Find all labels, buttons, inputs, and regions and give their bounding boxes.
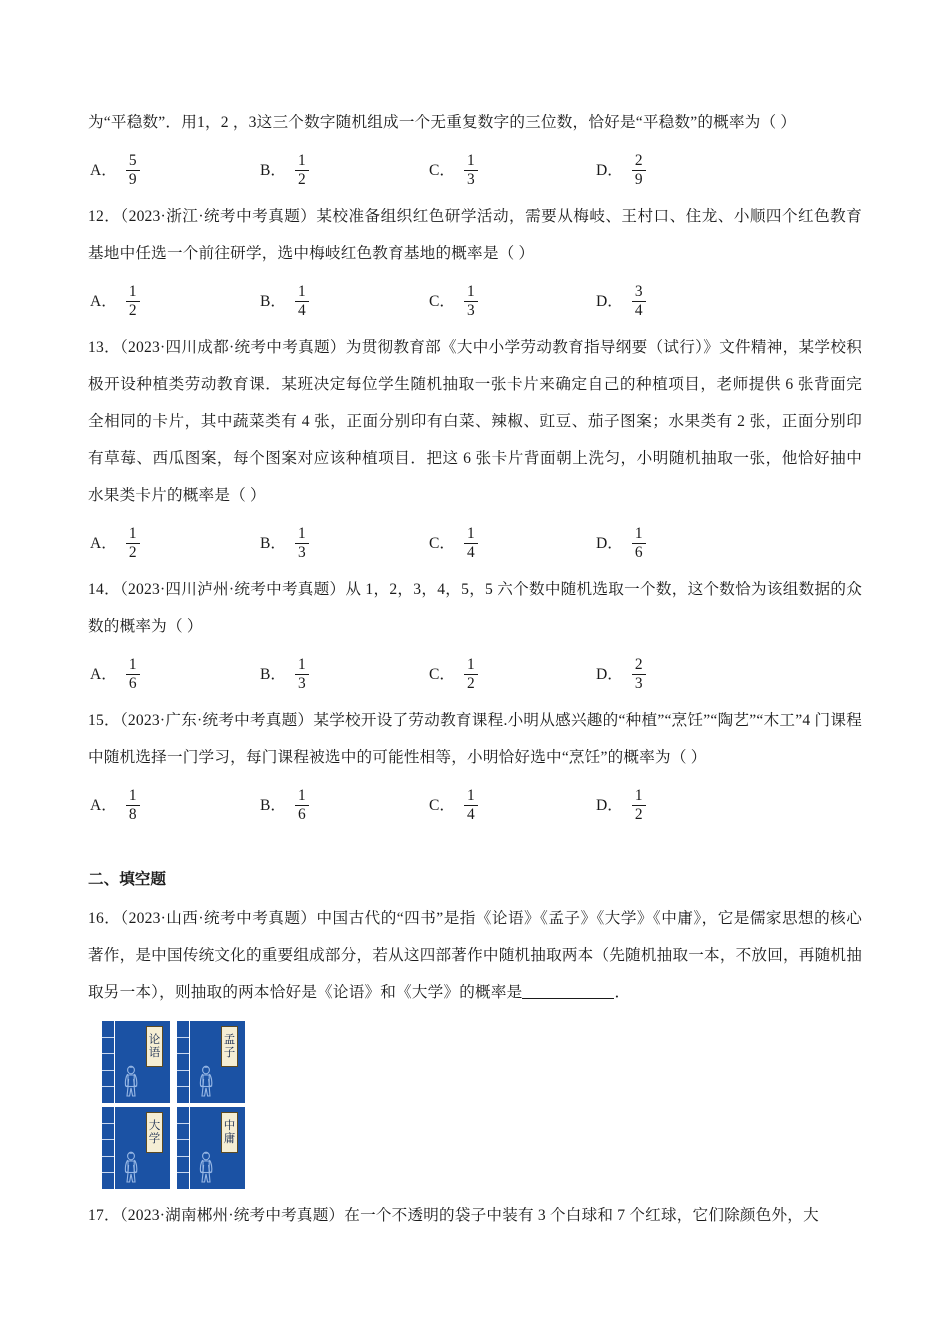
option-a-fraction: [126, 788, 140, 822]
book-title-char-1: 孟: [223, 1033, 236, 1046]
book-title-char-2: 学: [148, 1132, 161, 1145]
option-b-fraction: [295, 788, 309, 822]
question-16-period: ．: [614, 984, 631, 1001]
book-title-char-1: 中: [223, 1119, 236, 1132]
option-a[interactable]: [90, 275, 140, 327]
options-row: [88, 275, 862, 327]
answer-blank[interactable]: [522, 983, 614, 999]
option-c-label: C．: [429, 535, 455, 552]
book-spine: [102, 1107, 115, 1189]
book-cover: [190, 1021, 245, 1103]
fraction-numerator: 1: [634, 524, 643, 542]
book-title-label: [221, 1112, 238, 1153]
option-b[interactable]: [260, 779, 309, 831]
option-a-fraction: [126, 284, 140, 318]
option-b-label: B．: [260, 666, 286, 683]
fraction-numerator: 2: [634, 655, 643, 673]
option-d[interactable]: [596, 779, 646, 831]
fraction-numerator: 1: [298, 655, 306, 673]
fraction-denominator: 4: [632, 301, 646, 319]
book-title-label: [146, 1026, 163, 1067]
fraction-denominator: 3: [295, 543, 309, 561]
book-lunyu: [102, 1021, 170, 1103]
option-d[interactable]: [596, 275, 646, 327]
scholar-figure-icon: [120, 1065, 144, 1099]
scholar-figure-icon: [195, 1065, 219, 1099]
option-d-label: D．: [596, 666, 623, 683]
option-c-fraction: [464, 788, 478, 822]
fraction-numerator: 1: [467, 524, 475, 542]
options-row: [88, 779, 862, 831]
fraction-denominator: 9: [126, 170, 140, 188]
book-spine: [177, 1021, 190, 1103]
option-b-fraction: [295, 153, 309, 187]
book-cover: [115, 1021, 170, 1103]
fraction-numerator: 1: [298, 524, 306, 542]
book-title-label: [221, 1026, 238, 1067]
question-text: 17．（2023·湖南郴州·统考中考真题）在一个不透明的袋子中装有 3 个白球和 7 个红球，它们除颜色外，大: [88, 1207, 819, 1224]
question-block-12: [88, 198, 862, 327]
question-block-11-continuation: [88, 104, 862, 196]
option-d-fraction: [632, 284, 646, 318]
option-c[interactable]: [429, 648, 478, 700]
option-b[interactable]: [260, 648, 309, 700]
fraction-denominator: 6: [126, 674, 140, 692]
options-row: [88, 144, 862, 196]
fraction-denominator: 2: [126, 301, 140, 319]
question-text: 13．（2023·四川成都·统考中考真题）为贯彻教育部《大中小学劳动教育指导纲要（试行）》文件精神，某学校积极开设种植类劳动教育课．某班决定每位学生随机抽取一张卡片来确定自己的种植项目，老师提供 6 张背面完全相同的卡片，其中蔬菜类有 4 张，正面分别印有白菜、辣椒、豇豆、茄子图案；水果类有 2 张，正面分别印有草莓、西瓜图案，每个图案对应该种植项目．把这 6 张卡片背面朝上洗匀，小明随机抽取一张，他恰好抽中水果类卡片的概率是（ ）: [88, 339, 862, 504]
option-a-label: A．: [90, 535, 117, 552]
fraction-numerator: 1: [128, 524, 137, 542]
option-a-fraction: [126, 526, 140, 560]
option-b[interactable]: [260, 517, 309, 569]
fraction-numerator: 1: [298, 786, 306, 804]
question-block-14: [88, 571, 862, 700]
option-a[interactable]: [90, 144, 140, 196]
fraction-denominator: 4: [295, 301, 309, 319]
book-title-char-2: 庸: [223, 1132, 236, 1145]
option-d-label: D．: [596, 797, 623, 814]
options-row: [88, 517, 862, 569]
fraction-numerator: 3: [634, 282, 643, 300]
fraction-denominator: 2: [295, 170, 309, 188]
option-d-fraction: [632, 153, 646, 187]
book-title-char-1: 大: [148, 1119, 161, 1132]
fraction-numerator: 1: [128, 655, 137, 673]
option-d-label: D．: [596, 293, 623, 310]
fraction-denominator: 3: [295, 674, 309, 692]
book-spine: [102, 1021, 115, 1103]
book-title-char-1: 论: [148, 1033, 161, 1046]
fraction-denominator: 6: [295, 805, 309, 823]
option-c-label: C．: [429, 666, 455, 683]
fraction-denominator: 4: [464, 543, 478, 561]
option-c-label: C．: [429, 162, 455, 179]
book-cover: [115, 1107, 170, 1189]
option-a[interactable]: [90, 648, 140, 700]
option-c[interactable]: [429, 144, 478, 196]
fraction-denominator: 2: [632, 805, 646, 823]
option-c[interactable]: [429, 517, 478, 569]
option-d[interactable]: [596, 144, 646, 196]
fraction-numerator: 1: [467, 655, 475, 673]
option-c-label: C．: [429, 293, 455, 310]
fraction-denominator: 2: [464, 674, 478, 692]
fraction-denominator: 4: [464, 805, 478, 823]
fraction-numerator: 1: [467, 282, 475, 300]
option-a-label: A．: [90, 666, 117, 683]
question-block-16: [88, 900, 862, 1011]
option-d-fraction: [632, 526, 646, 560]
fraction-denominator: 3: [464, 170, 478, 188]
question-text: 14．（2023·四川泸州·统考中考真题）从 1，2，3，4，5，5 六个数中随机选取一个数，这个数恰为该组数据的众数的概率为（ ）: [88, 581, 862, 635]
book-title-char-2: 子: [223, 1046, 236, 1059]
option-d-label: D．: [596, 535, 623, 552]
option-a-label: A．: [90, 797, 117, 814]
option-d[interactable]: [596, 648, 646, 700]
fraction-numerator: 1: [128, 786, 137, 804]
fraction-denominator: 2: [126, 543, 140, 561]
option-b-label: B．: [260, 535, 286, 552]
section-heading-fill-in-blank: 二、填空题: [88, 871, 166, 888]
option-b-label: B．: [260, 293, 286, 310]
option-b-label: B．: [260, 797, 286, 814]
option-b[interactable]: [260, 275, 309, 327]
option-c-fraction: [464, 153, 478, 187]
fraction-denominator: 6: [632, 543, 646, 561]
page-content: [88, 104, 862, 1234]
fraction-numerator: 1: [467, 151, 475, 169]
fraction-numerator: 1: [634, 786, 643, 804]
scholar-figure-icon: [195, 1151, 219, 1185]
option-b[interactable]: [260, 144, 309, 196]
question-block-15: [88, 702, 862, 831]
option-c-label: C．: [429, 797, 455, 814]
book-title-label: [146, 1112, 163, 1153]
book-title-char-2: 语: [148, 1046, 161, 1059]
question-block-17: [88, 1197, 862, 1234]
option-c-fraction: [464, 526, 478, 560]
fraction-denominator: 8: [126, 805, 140, 823]
books-grid: [102, 1021, 250, 1189]
fraction-denominator: 3: [464, 301, 478, 319]
option-d-fraction: [632, 788, 646, 822]
question-text: [88, 900, 862, 1011]
book-zhongyong: [177, 1107, 245, 1189]
option-b-label: B．: [260, 162, 286, 179]
fraction-numerator: 2: [634, 151, 643, 169]
option-a-label: A．: [90, 293, 117, 310]
option-c[interactable]: [429, 779, 478, 831]
book-mengzi: [177, 1021, 245, 1103]
book-daxue: [102, 1107, 170, 1189]
option-b-fraction: [295, 284, 309, 318]
option-a-fraction: [126, 153, 140, 187]
question-16-text: 16．（2023·山西·统考中考真题）中国古代的“四书”是指《论语》《孟子》《大学》《中庸》，它是儒家思想的核心著作，是中国传统文化的重要组成部分，若从这四部著作中随机抽取两本（先随机抽取一本，不放回，再随机抽取另一本），则抽取的两本恰好是《论语》和《大学》的概率是: [88, 910, 862, 1001]
option-a-label: A．: [90, 162, 117, 179]
book-cover: [190, 1107, 245, 1189]
fraction-numerator: 1: [128, 282, 137, 300]
option-c[interactable]: [429, 275, 478, 327]
option-b-fraction: [295, 526, 309, 560]
fraction-denominator: 9: [632, 170, 646, 188]
question-text: 12．（2023·浙江·统考中考真题）某校准备组织红色研学活动，需要从梅岐、王村口、住龙、小顺四个红色教育基地中任选一个前往研学，选中梅岐红色教育基地的概率是（ ）: [88, 208, 862, 262]
option-d[interactable]: [596, 517, 646, 569]
fraction-numerator: 5: [128, 151, 137, 169]
option-a[interactable]: [90, 779, 140, 831]
option-c-fraction: [464, 284, 478, 318]
option-d-fraction: [632, 657, 646, 691]
option-d-label: D．: [596, 162, 623, 179]
books-illustration: [102, 1021, 250, 1189]
fraction-denominator: 3: [632, 674, 646, 692]
option-b-fraction: [295, 657, 309, 691]
option-c-fraction: [464, 657, 478, 691]
option-a-fraction: [126, 657, 140, 691]
scholar-figure-icon: [120, 1151, 144, 1185]
question-text: 15．（2023·广东·统考中考真题）某学校开设了劳动教育课程.小明从感兴趣的“种植”“烹饪”“陶艺”“木工”4 门课程中随机选择一门学习，每门课程被选中的可能性相等，小明恰好选中“烹饪”的概率为（ ）: [88, 712, 862, 766]
book-spine: [177, 1107, 190, 1189]
fraction-numerator: 1: [298, 151, 306, 169]
options-row: [88, 648, 862, 700]
option-a[interactable]: [90, 517, 140, 569]
fraction-numerator: 1: [298, 282, 306, 300]
question-block-13: [88, 329, 862, 569]
fraction-numerator: 1: [467, 786, 475, 804]
question-text: 为“平稳数”．用1，2 ，3这三个数字随机组成一个无重复数字的三位数，恰好是“平稳数”的概率为（ ）: [88, 114, 797, 131]
